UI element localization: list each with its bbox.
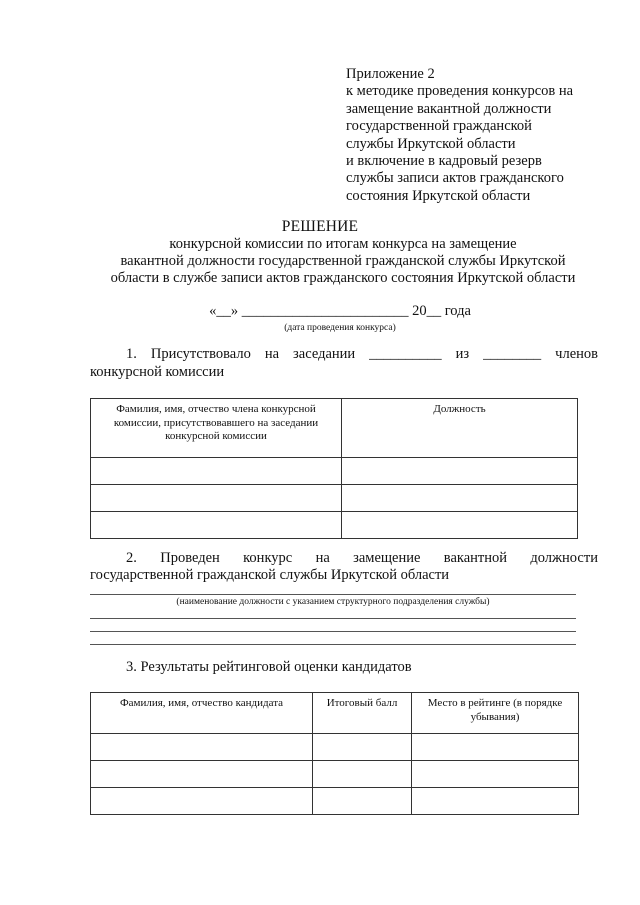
header-text: Итоговый балл	[326, 697, 398, 709]
section1-word: заседании	[293, 346, 356, 362]
table-cell	[91, 734, 313, 761]
section1-word: 1.	[126, 346, 137, 362]
appendix-line: состояния Иркутской области	[346, 187, 531, 204]
section1-line2: конкурсной комиссии	[90, 364, 225, 380]
table-cell	[91, 761, 313, 788]
table-cell	[91, 458, 342, 485]
table-cell	[91, 485, 342, 512]
table-cell	[342, 512, 578, 539]
appendix-line: Приложение 2	[346, 66, 435, 82]
appendix-note	[346, 66, 606, 205]
section1-word: Присутствовало	[150, 346, 251, 362]
header-rating-place	[412, 693, 579, 734]
header-candidate-name	[91, 693, 313, 734]
section1-word: членов	[555, 346, 598, 362]
subtitle-line: области в службе записи актов гражданского состояния Иркутской области	[110, 270, 576, 287]
section2-line	[126, 550, 598, 567]
table-cell	[313, 761, 412, 788]
header-member-name	[91, 399, 342, 458]
table-row	[91, 734, 579, 761]
header-total-score	[313, 693, 412, 734]
table-cell	[313, 734, 412, 761]
table-cell	[412, 761, 579, 788]
header-position	[342, 399, 578, 458]
section1-blank: __________	[369, 346, 442, 362]
date-line: «__» _______________________ 20__ года	[209, 303, 471, 319]
section3-heading: 3. Результаты рейтинговой оценки кандидатов	[126, 659, 412, 675]
section2-word: на	[315, 550, 330, 566]
section2-word: должности	[530, 550, 598, 566]
header-text: Фамилия, имя, отчество кандидата	[119, 697, 284, 709]
appendix-line: и включение в кадровый резерв	[346, 153, 542, 170]
section2-word: вакантной	[443, 550, 508, 566]
table-cell	[91, 788, 313, 815]
table-row	[91, 458, 578, 485]
subtitle-line: конкурсной комиссии по итогам конкурса на замещение	[169, 236, 517, 252]
section2-line2: государственной гражданской службы Иркутской области	[90, 567, 450, 583]
header-text: Фамилия, имя, отчество члена конкурсной комиссии, присутствовавшего на заседании конкурсной комиссии	[113, 403, 319, 442]
document-title: РЕШЕНИЕ	[281, 218, 359, 235]
table-cell	[91, 512, 342, 539]
members-table	[90, 398, 578, 539]
fill-in-line	[90, 631, 576, 632]
section1-word: на	[264, 346, 280, 362]
table-row	[91, 761, 579, 788]
table-cell	[412, 788, 579, 815]
rating-table	[90, 692, 579, 815]
appendix-line: замещение вакантной должности	[346, 100, 552, 117]
appendix-line: к методике проведения конкурсов на	[346, 83, 574, 100]
subtitle-line: вакантной должности государственной гражданской службы Иркутской	[120, 253, 566, 270]
table-header-row	[91, 399, 578, 458]
table-cell	[313, 788, 412, 815]
position-caption: (наименование должности с указанием структурного подразделения службы)	[176, 597, 490, 607]
fill-in-line	[90, 644, 576, 645]
table-cell	[342, 458, 578, 485]
section1-word: из	[455, 346, 470, 362]
fill-in-line	[90, 594, 576, 595]
table-cell	[412, 734, 579, 761]
table-row	[91, 512, 578, 539]
appendix-line: службы Иркутской области	[346, 135, 516, 152]
section2-word: замещение	[353, 550, 421, 566]
section2-word: 2.	[126, 550, 137, 566]
section2-word: Проведен	[160, 550, 220, 566]
header-text: Место в рейтинге (в порядке убывания)	[427, 697, 563, 723]
section1-blank: ________	[483, 346, 542, 362]
document-subtitle	[60, 236, 626, 288]
appendix-line: службы записи актов гражданского	[346, 170, 564, 187]
section2-word: конкурс	[243, 550, 293, 566]
appendix-line: государственной гражданской	[346, 118, 532, 135]
fill-in-line	[90, 618, 576, 619]
date-caption: (дата проведения конкурса)	[284, 323, 396, 333]
table-row	[91, 485, 578, 512]
section1-line	[126, 346, 598, 363]
table-header-row	[91, 693, 579, 734]
table-cell	[342, 485, 578, 512]
table-row	[91, 788, 579, 815]
header-text: Должность	[433, 403, 486, 415]
